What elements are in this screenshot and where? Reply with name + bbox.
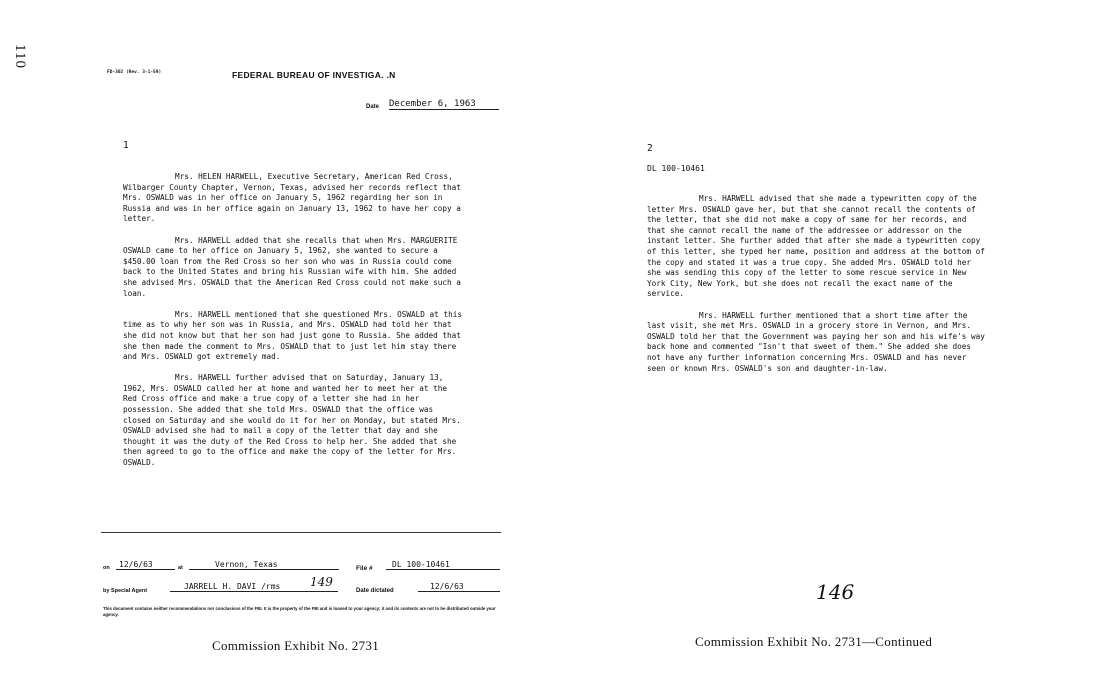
footer-agent-label: by Special Agent <box>103 588 148 594</box>
right-exhibit-caption: Commission Exhibit No. 2731—Continued <box>695 634 933 649</box>
left-paragraph: Mrs. HARWELL mentioned that she questioned Mrs. OSWALD at this time as to why her son was in Russia, and Mrs. OSWALD had told her that she did not know but that her son had just gone to Russia. She added that she then made the comment to Mrs. OSWALD that to just let him stay there and Mrs. OSWALD got extremely mad. <box>123 309 462 362</box>
footer-on-value: 12/6/63 <box>116 560 175 570</box>
left-paragraph: Mrs. HARWELL further advised that on Saturday, January 13, 1962, Mrs. OSWALD called her at home and wanted her to meet her at the Red Cross office and make a true copy of a letter she had in her possession. She added that she told Mrs. OSWALD that the office was closed on Saturday and she would do it for her on Monday, but stated Mrs. OSWALD advised she had to mail a copy of the letter that day and she thought it was the duty of the Red Cross to help her. She added that she then agreed to go to the office and make the copy of the letter for Mrs. OSWALD. <box>123 373 461 468</box>
left-paragraph: Mrs. HARWELL added that she recalls that when Mrs. MARGUERITE OSWALD came to her office on January 5, 1962, she wanted to secure a $450.00 loan from the Red Cross so her son who was in Russia could come back to the United States and bring his Russian wife with him. She added she advised Mrs. OSWALD that the American Red Cross could not make such a loan. <box>123 235 461 298</box>
footer-file-label: File # <box>356 565 373 572</box>
agency-header: FEDERAL BUREAU OF INVESTIGA. .N <box>232 70 396 80</box>
right-paragraph: Mrs. HARWELL advised that she made a typewritten copy of the letter Mrs. OSWALD gave her, but that she cannot recall the contents of the letter, that she did not make a copy of same for her records, and that she cannot recall the name of the addressee or addressor on the instant letter. She further added that after she made a typewritten copy of this letter, she typed her name, position and address at the bottom of the copy and stated it was a true copy. She added Mrs. OSWALD told her she was sending this copy of the letter to some rescue service in New York City, New York, but she does not recall the exact name of the service. <box>647 194 985 299</box>
left-paragraph: Mrs. HELEN HARWELL, Executive Secretary, American Red Cross, Wilbarger County Chapter, Vernon, Texas, advised her records reflect that Mrs. OSWALD was in her office on January 5, 1962 regarding her son in Russia and was in her office again on January 13, 1962 to have her copy a letter. <box>123 172 461 224</box>
footer-file-value: DL 100-10461 <box>386 560 500 570</box>
footer-at-value: Vernon, Texas <box>189 560 339 570</box>
left-page-body <box>123 172 465 479</box>
footer-dictated-label: Date dictated <box>356 588 394 594</box>
date-label: Date <box>366 104 380 110</box>
right-paragraph: Mrs. HARWELL further mentioned that a short time after the last visit, she met Mrs. OSWALD in a grocery store in Vernon, and Mrs. OSWALD told her that the Government was paying her son and his wife's way back home and commented "Isn't that sweet of them." She added she does not have any further information concerning Mrs. OSWALD and has never seen or known Mrs. OSWALD's son and daughter-in-law. <box>647 310 985 373</box>
right-page-body <box>647 194 987 385</box>
page-number-left: 1 <box>123 140 129 151</box>
page-number-right: 2 <box>647 143 653 154</box>
footer-agent-value: JARRELL H. DAVI /rms <box>170 582 338 592</box>
right-file-reference: DL 100-10461 <box>647 164 705 173</box>
left-exhibit-caption: Commission Exhibit No. 2731 <box>212 638 380 653</box>
footer-at-label: at <box>178 565 183 571</box>
footer-on-label: on <box>103 565 110 571</box>
fbi-disclaimer: This document contains neither recommendations nor conclusions of the FBI. It is the property of the FBI and is loaned to your agency; it and its contents are not to be distributed outside your agency. <box>103 606 496 617</box>
handwritten-page-number: 146 <box>816 580 855 604</box>
footer-dictated-value: 12/6/63 <box>418 582 500 592</box>
margin-page-number: 110 <box>12 44 28 69</box>
date-value: December 6, 1963 <box>389 99 499 110</box>
agent-handwritten-mark: 149 <box>310 575 333 589</box>
footer-divider <box>101 532 501 533</box>
form-code: FD-302 (Rev. 3-1-59) <box>107 70 162 75</box>
